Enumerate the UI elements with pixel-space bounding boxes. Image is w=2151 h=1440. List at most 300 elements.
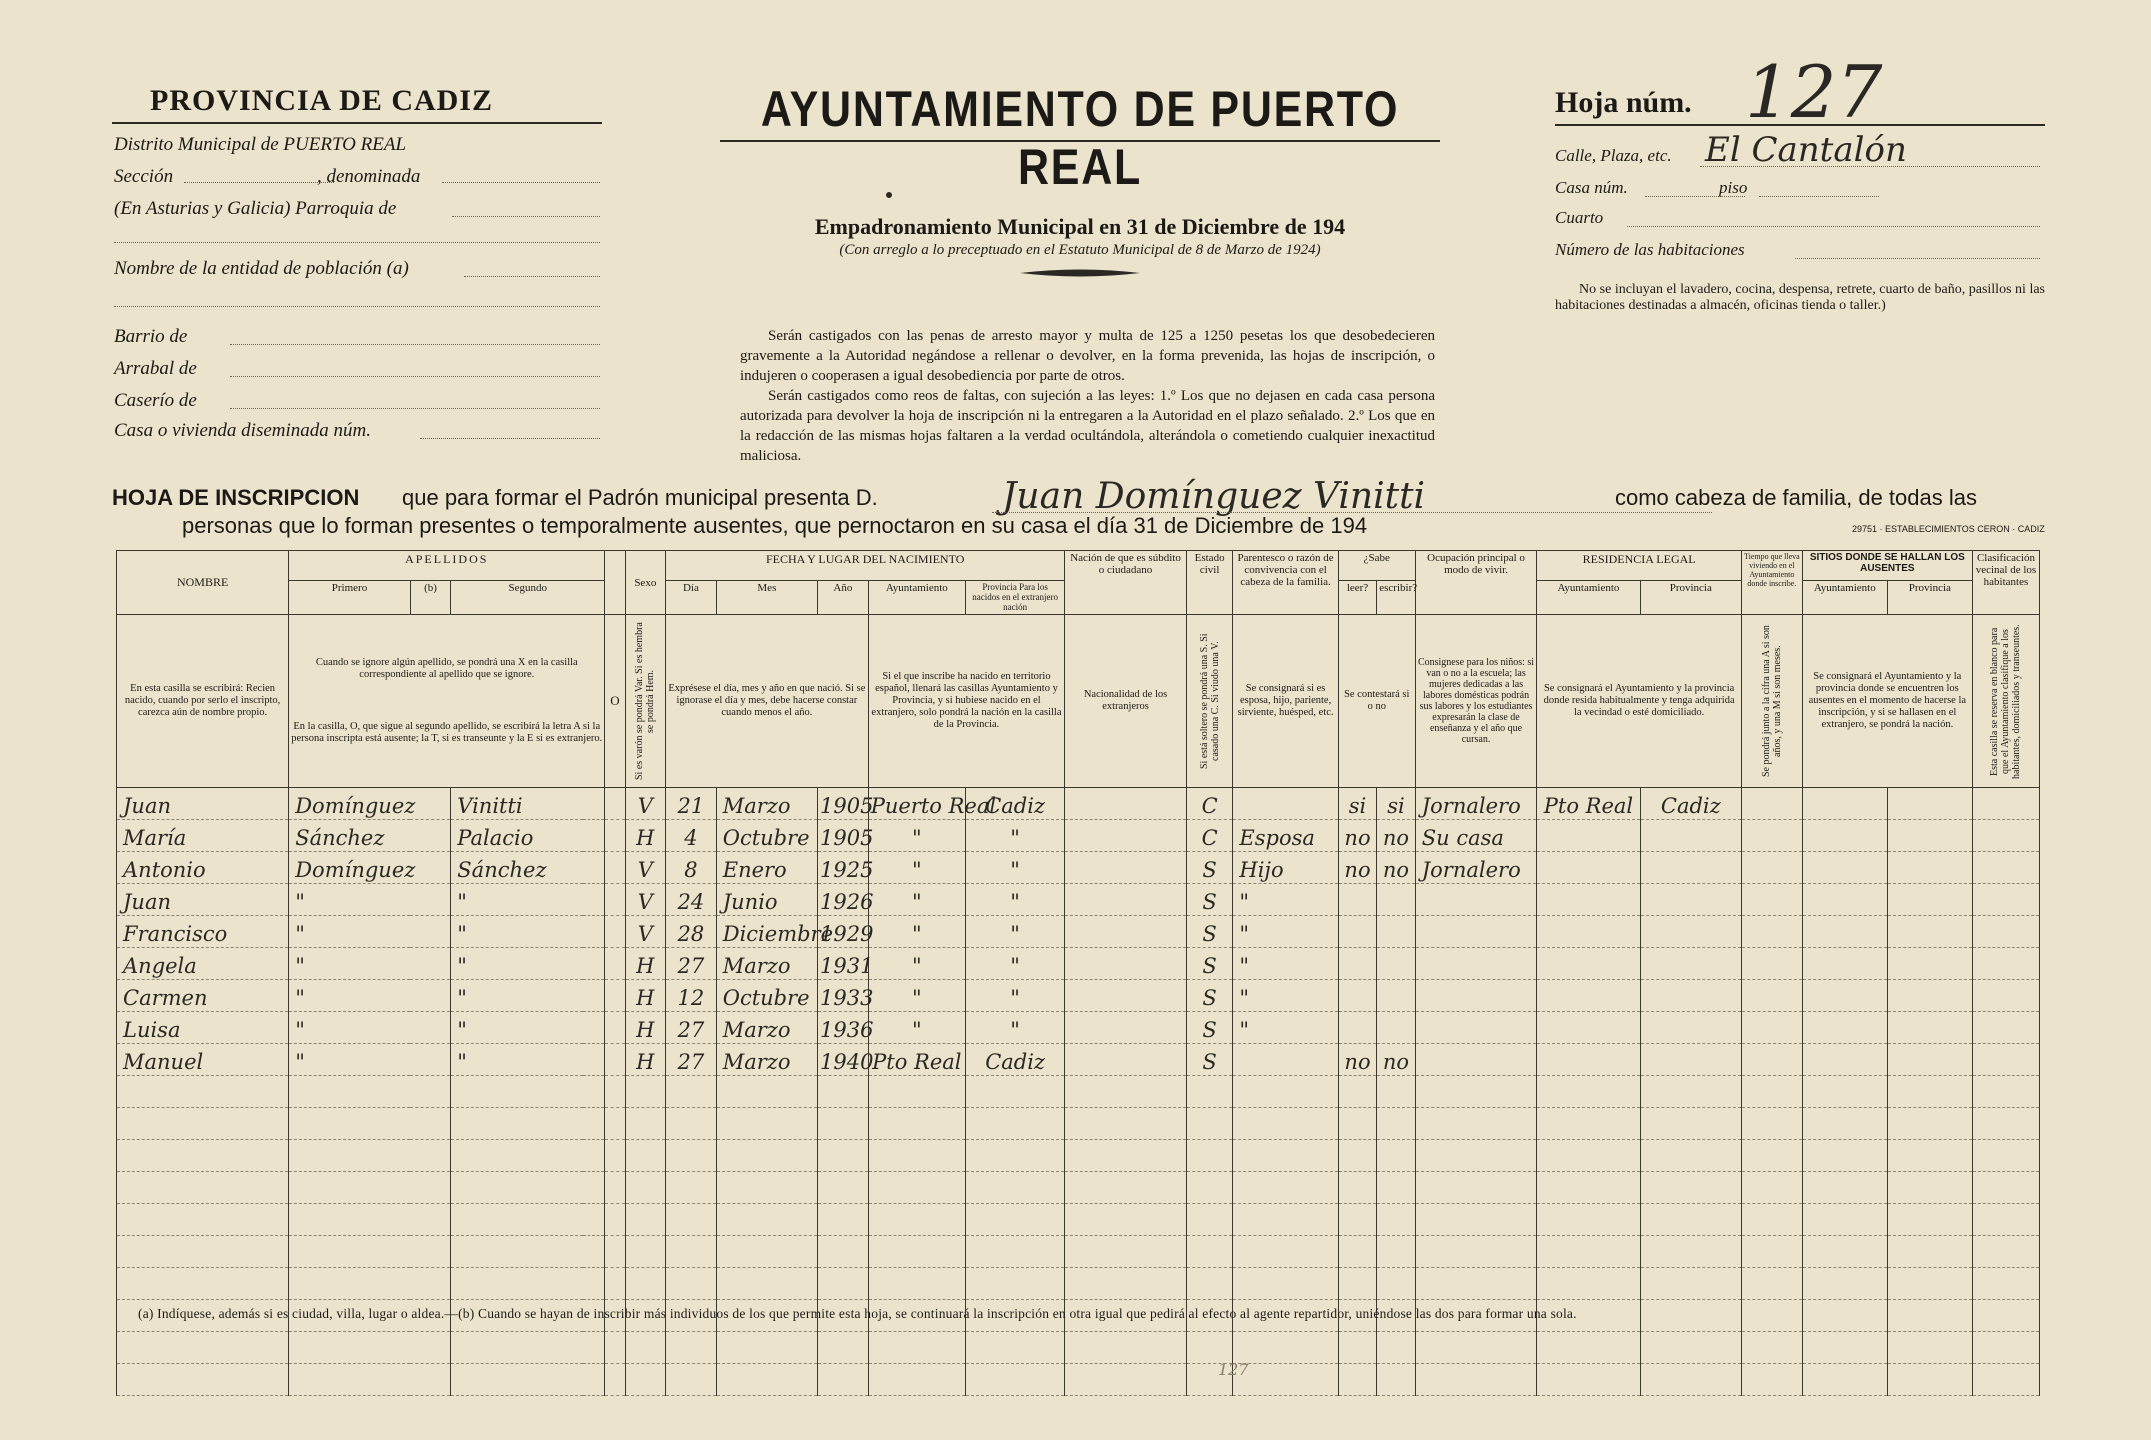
cell-estado xyxy=(1186,1076,1233,1108)
cell-leer xyxy=(1338,1236,1376,1268)
cell-ocupacion xyxy=(1415,948,1537,980)
cell-parentesco: Hijo xyxy=(1233,852,1338,884)
cell-escribir xyxy=(1377,1204,1416,1236)
cell-sexo xyxy=(625,1268,666,1300)
cell-res_prov xyxy=(1640,916,1741,948)
cell-empty xyxy=(1741,1236,1802,1268)
cell-dia xyxy=(666,1364,717,1396)
cell-prov: Cadiz xyxy=(965,788,1064,820)
cell-ayto xyxy=(868,1076,965,1108)
empadronamiento-subtitle: Empadronamiento Municipal en 31 de Diciembre de 194 xyxy=(814,214,1346,239)
cell-sexo xyxy=(625,1204,666,1236)
inscription-text-2: como cabeza de familia, de todas las xyxy=(1615,485,1977,510)
col-ano: Año xyxy=(818,581,869,615)
cell-parentesco: " xyxy=(1233,916,1338,948)
cell-res_prov xyxy=(1640,820,1741,852)
cell-segundo: " xyxy=(451,1012,605,1044)
cell-estado: S xyxy=(1186,852,1233,884)
cell-empty xyxy=(1065,1332,1187,1364)
cell-empty xyxy=(1972,788,2039,820)
cell-nombre: Manuel xyxy=(117,1044,289,1076)
cell-primero xyxy=(289,1076,451,1108)
cell-empty xyxy=(605,948,625,980)
cell-res_prov xyxy=(1640,1076,1741,1108)
col-escribir: escribir? xyxy=(1377,581,1416,615)
cell-segundo xyxy=(451,1236,605,1268)
piso-label: piso xyxy=(1719,178,1748,197)
census-table xyxy=(116,550,2040,1396)
cell-empty xyxy=(605,1268,625,1300)
cell-empty xyxy=(1741,1364,1802,1396)
cell-estado: S xyxy=(1186,916,1233,948)
table-row xyxy=(117,1044,2040,1076)
cell-empty xyxy=(1887,1012,1972,1044)
cell-escribir xyxy=(1377,1236,1416,1268)
center-header xyxy=(700,80,1460,470)
cell-primero xyxy=(289,1364,451,1396)
cell-escribir xyxy=(1377,948,1416,980)
cell-primero: " xyxy=(289,948,451,980)
cell-nombre: Juan xyxy=(117,788,289,820)
cell-dia xyxy=(666,1204,717,1236)
cell-mes xyxy=(716,1140,817,1172)
cell-empty xyxy=(1802,1044,1887,1076)
cell-empty xyxy=(1802,1204,1887,1236)
inst-clasificacion: Esta casilla se reserva en blanco para que el Ayuntamiento clasifique a los habitantes, domiciliados y transeuntes. xyxy=(1989,623,2023,779)
province-title: PROVINCIA DE CADIZ xyxy=(150,84,494,117)
footer-note: (a) Indíquese, además si es ciudad, villa, lugar o aldea.—(b) Cuando se hayan de inscribir más individuos de los que permite esta hoja, se continuará la inscripción en otra igual que pedirá al efecto al agente repartidor, uniéndose las dos para formar una sola. xyxy=(138,1306,1577,1321)
cell-prov xyxy=(965,1172,1064,1204)
col-segundo: Segundo xyxy=(451,581,605,615)
habitaciones-label: Número de las habitaciones xyxy=(1555,240,1745,259)
cell-escribir xyxy=(1377,1332,1416,1364)
cell-dia xyxy=(666,1076,717,1108)
cell-empty xyxy=(1741,1140,1802,1172)
cell-ano xyxy=(818,1140,869,1172)
cell-segundo xyxy=(451,1204,605,1236)
cell-sexo xyxy=(625,1140,666,1172)
col-ocupacion: Ocupación principal o modo de vivir. xyxy=(1415,551,1537,615)
cell-empty xyxy=(605,1012,625,1044)
cell-nombre: Angela xyxy=(117,948,289,980)
cell-empty xyxy=(605,884,625,916)
cell-res_ayto xyxy=(1537,948,1640,980)
col-nombre: NOMBRE xyxy=(117,551,289,615)
cell-mes xyxy=(716,1236,817,1268)
cell-empty xyxy=(1065,1204,1187,1236)
cell-nombre xyxy=(117,1204,289,1236)
cell-dia xyxy=(666,1332,717,1364)
cell-ocupacion xyxy=(1415,1076,1537,1108)
inst-nacion: Nacionalidad de los extranjeros xyxy=(1065,615,1187,788)
cell-empty xyxy=(605,1108,625,1140)
cell-empty xyxy=(1802,1172,1887,1204)
cell-sexo: H xyxy=(625,1044,666,1076)
cell-empty xyxy=(605,980,625,1012)
ornament-divider xyxy=(1020,268,1140,278)
cell-mes xyxy=(716,1108,817,1140)
cell-dia xyxy=(666,1268,717,1300)
inst-fecha: Exprésese el día, mes y año en que nació. Si se ignorase el día y mes, debe hacerse constar cuando menos el año. xyxy=(666,615,869,788)
cell-mes xyxy=(716,1076,817,1108)
cell-nombre xyxy=(117,1268,289,1300)
cell-leer xyxy=(1338,1332,1376,1364)
cell-parentesco: " xyxy=(1233,980,1338,1012)
calle-label: Calle, Plaza, etc. xyxy=(1555,146,1672,165)
cell-sexo: V xyxy=(625,788,666,820)
cell-res_prov xyxy=(1640,884,1741,916)
cell-mes: Junio xyxy=(716,884,817,916)
cell-ayto: " xyxy=(868,884,965,916)
cell-estado: S xyxy=(1186,1012,1233,1044)
cell-empty xyxy=(1802,1332,1887,1364)
cell-empty xyxy=(1802,948,1887,980)
cell-empty xyxy=(1972,820,2039,852)
cell-empty xyxy=(1972,1204,2039,1236)
cell-empty xyxy=(1741,788,1802,820)
cell-prov: " xyxy=(965,916,1064,948)
cell-empty xyxy=(1741,884,1802,916)
cell-ocupacion xyxy=(1415,1268,1537,1300)
inscription-label: HOJA DE INSCRIPCION xyxy=(112,485,360,510)
cell-sexo: V xyxy=(625,916,666,948)
denominada-label: , denominada xyxy=(317,166,421,187)
cell-dia: 4 xyxy=(666,820,717,852)
cell-mes xyxy=(716,1364,817,1396)
col-b: (b) xyxy=(410,581,451,615)
col-estado: Estado civil xyxy=(1186,551,1233,615)
cell-empty xyxy=(1972,884,2039,916)
cell-leer: no xyxy=(1338,820,1376,852)
cell-dia: 28 xyxy=(666,916,717,948)
barrio-label: Barrio de xyxy=(114,326,188,347)
cell-empty xyxy=(1741,980,1802,1012)
cell-res_ayto xyxy=(1537,1140,1640,1172)
cell-mes: Marzo xyxy=(716,1044,817,1076)
cell-ano xyxy=(818,1332,869,1364)
cell-nombre xyxy=(117,1076,289,1108)
cell-empty xyxy=(1972,1108,2039,1140)
cell-empty xyxy=(1887,1172,1972,1204)
cell-empty xyxy=(1887,820,1972,852)
cell-prov xyxy=(965,1108,1064,1140)
cell-ano xyxy=(818,1268,869,1300)
inst-estado: Si está soltero se pondrá una S. Si casado una C. Si viudo una V. xyxy=(1198,633,1221,769)
cell-escribir xyxy=(1377,884,1416,916)
cell-dia xyxy=(666,1108,717,1140)
cell-empty xyxy=(1741,852,1802,884)
cell-parentesco xyxy=(1233,1108,1338,1140)
cell-empty xyxy=(1887,980,1972,1012)
cell-estado: S xyxy=(1186,1044,1233,1076)
cell-nombre xyxy=(117,1108,289,1140)
inst-sabe: Se contestará si o no xyxy=(1338,615,1415,788)
cell-empty xyxy=(605,916,625,948)
cell-empty xyxy=(1741,1108,1802,1140)
cell-sexo xyxy=(625,1332,666,1364)
cell-escribir xyxy=(1377,1076,1416,1108)
cell-empty xyxy=(1802,980,1887,1012)
table-row xyxy=(117,1268,2040,1300)
col-o xyxy=(605,551,625,615)
cell-parentesco xyxy=(1233,1204,1338,1236)
inst-residencia: Se consignará el Ayuntamiento y la provincia donde resida habitualmente y tenga adquirida la vecindad o esté domiciliado. xyxy=(1537,615,1742,788)
cell-empty xyxy=(605,1140,625,1172)
cell-ayto: " xyxy=(868,916,965,948)
cell-res_prov xyxy=(1640,1140,1741,1172)
hoja-label: Hoja núm. xyxy=(1555,86,1692,119)
cell-empty xyxy=(605,1236,625,1268)
table-row xyxy=(117,1204,2040,1236)
cell-primero xyxy=(289,1204,451,1236)
cell-empty xyxy=(1741,916,1802,948)
cell-empty xyxy=(1887,852,1972,884)
table-row xyxy=(117,1172,2040,1204)
table-row xyxy=(117,1364,2040,1396)
cell-escribir xyxy=(1377,1268,1416,1300)
cell-empty xyxy=(1972,852,2039,884)
cell-res_prov xyxy=(1640,1332,1741,1364)
cell-escribir xyxy=(1377,1140,1416,1172)
caserio-label: Caserío de xyxy=(114,390,197,411)
col-nacimiento: FECHA Y LUGAR DEL NACIMIENTO xyxy=(666,551,1065,581)
cell-empty xyxy=(1972,1140,2039,1172)
table-row xyxy=(117,948,2040,980)
right-header xyxy=(1555,50,2045,346)
cell-prov: " xyxy=(965,948,1064,980)
cell-ayto xyxy=(868,1204,965,1236)
cell-ocupacion: Jornalero xyxy=(1415,788,1537,820)
col-tiempo: Tiempo que lleva viviendo en el Ayuntamiento donde inscribe. xyxy=(1741,551,1802,615)
cell-primero xyxy=(289,1172,451,1204)
cell-empty xyxy=(1065,1236,1187,1268)
cell-escribir xyxy=(1377,1364,1416,1396)
cell-ayto xyxy=(868,1140,965,1172)
cell-estado: C xyxy=(1186,788,1233,820)
cell-leer xyxy=(1338,1204,1376,1236)
col-sexo: Sexo xyxy=(625,551,666,615)
cell-ayto: " xyxy=(868,820,965,852)
cell-ocupacion xyxy=(1415,1108,1537,1140)
cell-res_ayto xyxy=(1537,980,1640,1012)
cell-leer xyxy=(1338,1108,1376,1140)
cell-dia: 21 xyxy=(666,788,717,820)
cell-mes xyxy=(716,1332,817,1364)
cell-estado xyxy=(1186,1108,1233,1140)
cell-estado: S xyxy=(1186,884,1233,916)
col-sit-ayto: Ayuntamiento xyxy=(1802,581,1887,615)
cell-sexo xyxy=(625,1108,666,1140)
col-provincia-nac: Provincia Para los nacidos en el extranjero nación xyxy=(965,581,1064,615)
cell-dia xyxy=(666,1172,717,1204)
cell-ayto: " xyxy=(868,980,965,1012)
cell-ayto: Pto Real xyxy=(868,1044,965,1076)
cell-empty xyxy=(1065,1076,1187,1108)
cell-escribir xyxy=(1377,1108,1416,1140)
cell-empty xyxy=(1065,1012,1187,1044)
cell-nombre xyxy=(117,1236,289,1268)
cell-dia: 27 xyxy=(666,1044,717,1076)
table-row xyxy=(117,1012,2040,1044)
col-sit-prov: Provincia xyxy=(1887,581,1972,615)
cell-prov xyxy=(965,1332,1064,1364)
cell-parentesco xyxy=(1233,1044,1338,1076)
cell-parentesco xyxy=(1233,788,1338,820)
cell-empty xyxy=(1887,1236,1972,1268)
cell-empty xyxy=(1065,1140,1187,1172)
cell-empty xyxy=(1972,1076,2039,1108)
inst-sitios: Se consignará el Ayuntamiento y la provincia donde se encuentren los ausentes en el momento de hacerse la inscripción, y si se hallasen en el extranjero, se pondrá la nación. xyxy=(1802,615,1972,788)
cell-empty xyxy=(1887,948,1972,980)
cell-ocupacion xyxy=(1415,1364,1537,1396)
cell-empty xyxy=(1065,788,1187,820)
cell-empty xyxy=(1802,1012,1887,1044)
cell-empty xyxy=(605,788,625,820)
cell-estado xyxy=(1186,1268,1233,1300)
cell-nombre: Antonio xyxy=(117,852,289,884)
hoja-number: 127 xyxy=(1745,50,1883,134)
inst-sexo: Si es varón se pondrá Var. Si es hembra se pondrá Hem. xyxy=(634,622,657,780)
cell-empty xyxy=(1802,884,1887,916)
cell-empty xyxy=(1887,1364,1972,1396)
cell-res_ayto xyxy=(1537,820,1640,852)
cell-empty xyxy=(1972,1012,2039,1044)
cell-estado: C xyxy=(1186,820,1233,852)
inst-lugar: Si el que inscribe ha nacido en territorio español, llenará las casillas Ayuntamiento y Provincia, y si hubiese nacido en el extranjero, solo pondrá la nación en la casilla de la Provincia. xyxy=(868,615,1065,788)
cell-mes: Diciembre xyxy=(716,916,817,948)
cuarto-label: Cuarto xyxy=(1555,208,1604,227)
table-row xyxy=(117,1332,2040,1364)
cell-leer: si xyxy=(1338,788,1376,820)
cell-empty xyxy=(1802,788,1887,820)
cell-leer: no xyxy=(1338,852,1376,884)
cell-prov: Cadiz xyxy=(965,1044,1064,1076)
cell-res_ayto xyxy=(1537,916,1640,948)
cell-parentesco xyxy=(1233,1172,1338,1204)
cell-mes: Enero xyxy=(716,852,817,884)
cell-empty xyxy=(1741,948,1802,980)
inst-o: O xyxy=(605,615,625,788)
cell-escribir xyxy=(1377,1012,1416,1044)
cell-empty xyxy=(1741,1044,1802,1076)
cell-res_ayto xyxy=(1537,1172,1640,1204)
left-header xyxy=(112,84,602,444)
cell-parentesco: " xyxy=(1233,1012,1338,1044)
cell-primero: Domínguez xyxy=(289,788,451,820)
ayuntamiento-title: AYUNTAMIENTO DE PUERTO REAL xyxy=(760,81,1400,195)
cell-primero: " xyxy=(289,1044,451,1076)
cell-res_ayto xyxy=(1537,1236,1640,1268)
cell-ocupacion: Su casa xyxy=(1415,820,1537,852)
cell-res_ayto xyxy=(1537,852,1640,884)
cell-nombre xyxy=(117,1172,289,1204)
cell-parentesco xyxy=(1233,1140,1338,1172)
table-row xyxy=(117,1140,2040,1172)
col-apellidos: APELLIDOS xyxy=(289,551,605,581)
cell-empty xyxy=(1887,1332,1972,1364)
cell-dia: 12 xyxy=(666,980,717,1012)
cell-empty xyxy=(1065,884,1187,916)
table-row xyxy=(117,820,2040,852)
instructions-row xyxy=(117,615,2040,788)
cell-segundo: Vinitti xyxy=(451,788,605,820)
district-label: Distrito Municipal de PUERTO REAL xyxy=(114,134,407,155)
cell-leer xyxy=(1338,980,1376,1012)
cell-segundo xyxy=(451,1268,605,1300)
cell-escribir: si xyxy=(1377,788,1416,820)
cell-mes: Octubre xyxy=(716,980,817,1012)
cell-nombre xyxy=(117,1364,289,1396)
cell-segundo xyxy=(451,1332,605,1364)
cell-empty xyxy=(605,1044,625,1076)
cell-res_prov xyxy=(1640,1268,1741,1300)
cell-res_prov: Cadiz xyxy=(1640,788,1741,820)
cell-empty xyxy=(1887,788,1972,820)
cell-empty xyxy=(1065,820,1187,852)
cell-empty xyxy=(1972,1268,2039,1300)
cell-ocupacion: Jornalero xyxy=(1415,852,1537,884)
cell-res_prov xyxy=(1640,1044,1741,1076)
col-clasificacion: Clasificación vecinal de los habitantes xyxy=(1972,551,2039,615)
cell-segundo xyxy=(451,1108,605,1140)
cell-ocupacion xyxy=(1415,884,1537,916)
cell-primero xyxy=(289,1108,451,1140)
cell-parentesco: " xyxy=(1233,948,1338,980)
cell-nombre: Juan xyxy=(117,884,289,916)
col-mes: Mes xyxy=(716,581,817,615)
cell-empty xyxy=(1802,1076,1887,1108)
cell-leer xyxy=(1338,1268,1376,1300)
cell-empty xyxy=(1972,1236,2039,1268)
cell-mes xyxy=(716,1204,817,1236)
cell-estado xyxy=(1186,1332,1233,1364)
cell-res_prov xyxy=(1640,1364,1741,1396)
cell-res_prov xyxy=(1640,980,1741,1012)
cell-empty xyxy=(605,1332,625,1364)
inst-parentesco: Se consignará si es esposa, hijo, pariente, sirviente, huésped, etc. xyxy=(1233,615,1338,788)
cell-ocupacion xyxy=(1415,1332,1537,1364)
cell-leer xyxy=(1338,1364,1376,1396)
cell-empty xyxy=(1887,1108,1972,1140)
cell-parentesco: " xyxy=(1233,884,1338,916)
cell-leer xyxy=(1338,1140,1376,1172)
cell-ayto: Puerto Real xyxy=(868,788,965,820)
cell-leer: no xyxy=(1338,1044,1376,1076)
cell-mes: Octubre xyxy=(716,820,817,852)
cell-prov xyxy=(965,1140,1064,1172)
page-stamp: 127 xyxy=(1218,1360,1249,1379)
cell-empty xyxy=(1065,1364,1187,1396)
cell-empty xyxy=(1887,916,1972,948)
cell-estado: S xyxy=(1186,980,1233,1012)
cell-empty xyxy=(1972,948,2039,980)
cell-res_prov xyxy=(1640,1012,1741,1044)
header-row-1 xyxy=(117,551,2040,581)
cell-primero xyxy=(289,1268,451,1300)
cell-ano xyxy=(818,1364,869,1396)
cell-ocupacion xyxy=(1415,980,1537,1012)
inscription-text-1: que para formar el Padrón municipal presenta D. xyxy=(402,485,878,510)
table-row xyxy=(117,788,2040,820)
cell-segundo: " xyxy=(451,884,605,916)
cell-empty xyxy=(1802,1268,1887,1300)
cell-estado xyxy=(1186,1140,1233,1172)
cell-prov: " xyxy=(965,1012,1064,1044)
cell-mes: Marzo xyxy=(716,1012,817,1044)
col-nacion: Nación de que es súbdito o ciudadano xyxy=(1065,551,1187,615)
cell-primero: " xyxy=(289,1012,451,1044)
cell-res_ayto xyxy=(1537,1204,1640,1236)
